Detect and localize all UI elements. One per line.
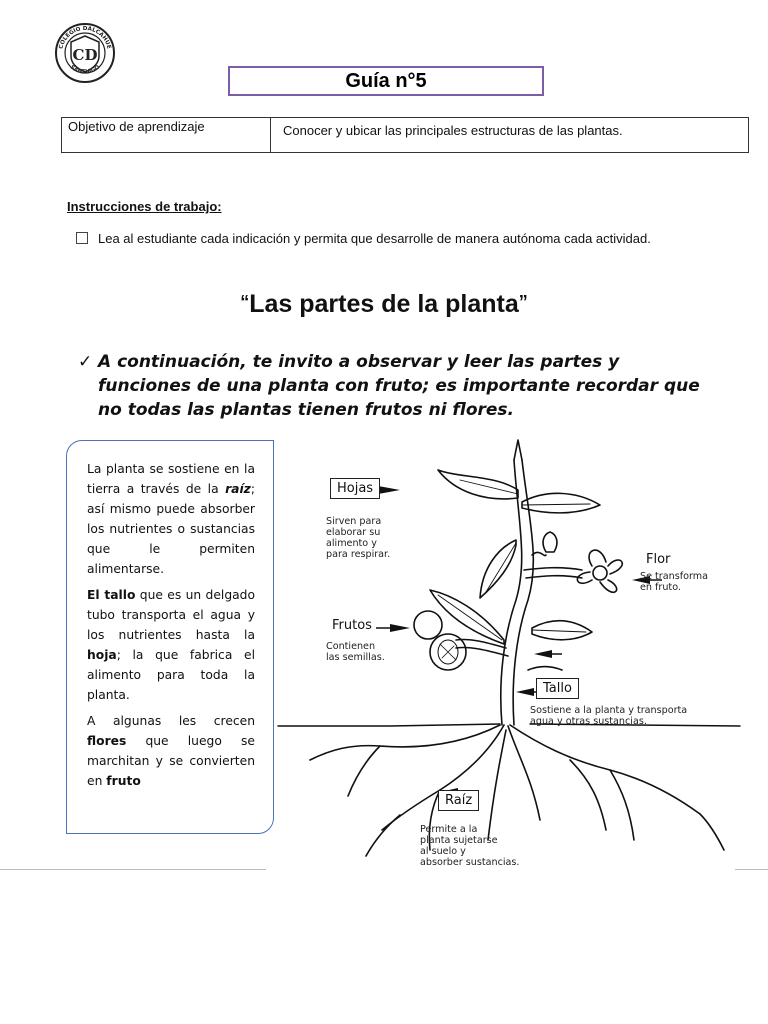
desc-tallo: Sostiene a la planta y transporta agua y otras sustancias. <box>530 705 688 727</box>
keyword-tallo: El tallo <box>87 588 136 602</box>
desc-flor: Se transforma en fruto. <box>640 571 708 593</box>
label-frutos: Frutos <box>332 618 372 633</box>
guide-title <box>228 66 544 96</box>
close-quote: ” <box>518 292 528 312</box>
logo-top-text: COLEGIO DALCAHUE <box>58 25 112 50</box>
desc-frutos: Contienen las semillas. <box>326 641 385 663</box>
info-paragraph-stem: El tallo que es un delgado tubo transporta el agua y los nutrientes hasta la hoja; la que fabrica el alimento para toda la planta. <box>87 588 255 702</box>
objective-table <box>61 117 749 153</box>
objective-text: Conocer y ubicar las principales estructuras de las plantas. <box>271 118 749 153</box>
open-quote: “ <box>240 292 250 312</box>
label-flor: Flor <box>646 552 671 567</box>
logo-bottom-text: SANTIAGO <box>68 64 102 76</box>
logo-monogram: CD <box>72 46 98 64</box>
info-paragraph-root: La planta se sostiene en la tierra a través de la raíz; así mismo puede absorber los nutrientes o sustancias que le permiten alimentarse. <box>87 462 255 576</box>
school-logo <box>54 22 116 84</box>
section-title-text: Las partes de la planta <box>249 290 519 318</box>
intro-text: A continuación, te invito a observar y leer las partes y funciones de una planta con fruto; es importante recordar que no todas las plantas tienen frutos ni flores. <box>98 352 700 420</box>
guide-title-text: Guía n°5 <box>345 69 427 92</box>
intro-paragraph <box>78 350 718 422</box>
checkbox-icon <box>76 232 88 244</box>
desc-hojas: Sirven para elaborar su alimento y para respirar. <box>326 516 391 560</box>
instruction-item <box>76 231 698 246</box>
plant-diagram <box>270 420 748 870</box>
info-paragraph-flowers: A algunas les crecen flores que luego se marchitan y se convierten en fruto <box>87 714 255 788</box>
checkmark-icon: ✓ <box>78 352 93 372</box>
keyword-raiz: raíz <box>225 482 251 496</box>
objective-label: Objetivo de aprendizaje <box>62 118 271 153</box>
page-divider-left <box>0 869 266 870</box>
desc-raiz: Permite a la planta sujetarse al suelo y absorber sustancias. <box>420 824 520 868</box>
label-tallo: Tallo <box>536 678 579 699</box>
svg-text:SANTIAGO <box>69 64 102 75</box>
keyword-fruto: fruto <box>106 774 141 788</box>
keyword-flores: flores <box>87 734 127 748</box>
instruction-text: Lea al estudiante cada indicación y permita que desarrolle de manera autónoma cada actividad. <box>98 231 651 246</box>
page-divider-right <box>735 869 768 870</box>
instructions-heading: Instrucciones de trabajo: <box>67 199 222 214</box>
info-box-text <box>87 459 255 797</box>
label-hojas: Hojas <box>330 478 380 499</box>
keyword-hoja: hoja <box>87 648 117 662</box>
section-title <box>0 290 768 319</box>
label-raiz: Raíz <box>438 790 479 811</box>
